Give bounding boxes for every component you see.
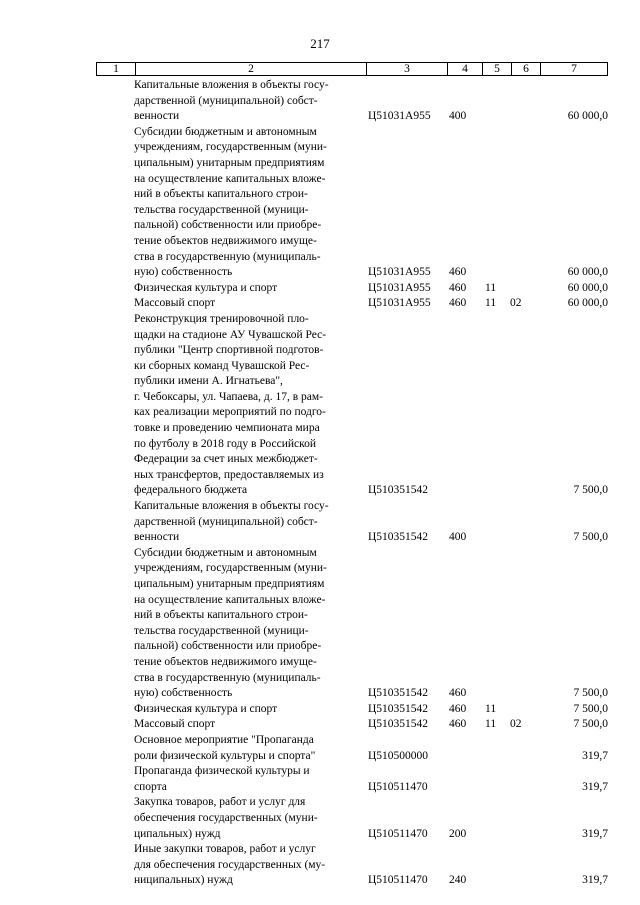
header-col-2: 2 [136,63,367,76]
row-amount: 7 500,0 [573,687,608,700]
row-amount: 319,7 [582,827,608,840]
table-row [96,795,608,842]
row-target-code: Ц510511470 [368,780,428,793]
row-amount: 319,7 [582,780,608,793]
row-expense-type: 460 [449,718,467,731]
table-row [96,733,608,764]
row-description: Капитальные вложения в объекты госу- дарственной (муниципальной) собст- венности [134,500,329,544]
row-section: 11 [485,281,497,294]
row-target-code: Ц51031А955 [368,266,431,279]
header-col-5: 5 [483,63,512,76]
row-target-code: Ц510351542 [368,702,429,715]
row-amount: 7 500,0 [573,718,608,731]
row-target-code: Ц510351542 [368,484,429,497]
row-description: Субсидии бюджетным и автономным учреждениям, государственным (муни- ципальным) унитарным предприятиям на осуществление капитальных вложе- ний в объекты капитального строи- тельства государственной (муници- пальной) собственности или приобре- тение объектов недвижимого имуще- ства в государственную (муниципаль- ную) собственность [134,125,327,279]
row-description: Основное мероприятие "Пропаганда роли физической культуры и спорта" [134,733,316,762]
row-target-code: Ц510511470 [368,874,428,887]
row-amount: 60 000,0 [567,281,608,294]
row-amount: 319,7 [582,874,608,887]
table-row [96,281,608,297]
table-row [96,125,608,281]
header-col-1: 1 [97,63,136,76]
row-expense-type: 400 [449,110,467,123]
row-subsection: 02 [510,718,522,731]
row-target-code: Ц510351542 [368,531,429,544]
header-col-6: 6 [512,63,541,76]
row-description: Физическая культура и спорт [134,702,278,715]
row-target-code: Ц510511470 [368,827,428,840]
table-row [96,296,608,312]
row-section: 11 [485,718,497,731]
row-description: Капитальные вложения в объекты госу- дарственной (муниципальной) собст- венности [134,79,329,123]
row-description: Субсидии бюджетным и автономным учреждениям, государственным (муни- ципальным) унитарным предприятиям на осуществление капитальных вложе- ний в объекты капитального строи- тельства государственной (муници- пальной) собственности или приобре- тение объектов недвижимого имуще- ства в государственную (муниципаль- ную) собственность [134,546,327,700]
page-number: 217 [310,36,330,51]
header-col-7: 7 [541,63,608,76]
header-col-4: 4 [448,63,483,76]
row-section: 11 [485,702,497,715]
row-description: Пропаганда физической культуры и спорта [134,765,310,793]
row-expense-type: 200 [449,827,467,840]
row-expense-type: 240 [449,874,467,887]
row-section: 11 [485,297,497,310]
column-header-row [96,62,608,76]
row-expense-type: 460 [449,297,467,310]
row-description: Массовый спорт [134,297,216,310]
table-row [96,78,608,125]
table-row [96,499,608,546]
table-row [96,702,608,718]
row-amount: 319,7 [582,749,608,762]
row-amount: 60 000,0 [567,266,608,279]
row-target-code: Ц510351542 [368,718,429,731]
row-expense-type: 460 [449,281,467,294]
header-col-3: 3 [367,63,448,76]
row-target-code: Ц51031А955 [368,110,431,123]
row-amount: 60 000,0 [567,110,608,123]
row-target-code: Ц51031А955 [368,281,431,294]
table-row [96,717,608,733]
row-subsection: 02 [510,297,522,310]
row-target-code: Ц510500000 [368,749,429,762]
row-description: Реконструкция тренировочной пло- щадки на стадионе АУ Чувашской Рес- публики "Центр спортивной подготов- ки сборных команд Чувашской Рес- публики имени А. Игнатьева", г. Чебоксары, ул. Чапаева, д. 17, в рам- ках реализации мероприятий по подго- товке и проведению чемпионата мира по футболу в 2018 году в Российской Федерации за счет иных межбюджет- ных трансфертов, предоставляемых из федерального бюджета [134,312,327,497]
row-amount: 7 500,0 [573,702,608,715]
row-expense-type: 400 [449,531,467,544]
table-row [96,312,608,499]
row-amount: 7 500,0 [573,531,608,544]
row-target-code: Ц51031А955 [368,297,431,310]
row-target-code: Ц510351542 [368,687,429,700]
row-expense-type: 460 [449,266,467,279]
budget-table-body [96,78,608,889]
row-amount: 60 000,0 [567,297,608,310]
row-expense-type: 460 [449,702,467,715]
row-description: Массовый спорт [134,718,216,731]
row-expense-type: 460 [449,687,467,700]
row-description: Физическая культура и спорт [134,281,278,294]
row-description: Закупка товаров, работ и услуг для обеспечения государственных (муни- ципальных) нужд [134,796,318,840]
table-row [96,546,608,702]
row-amount: 7 500,0 [573,484,608,497]
table-row [96,764,608,795]
table-row [96,842,608,889]
row-description: Иные закупки товаров, работ и услуг для обеспечения государственных (му- ниципальных) нужд [134,843,326,887]
